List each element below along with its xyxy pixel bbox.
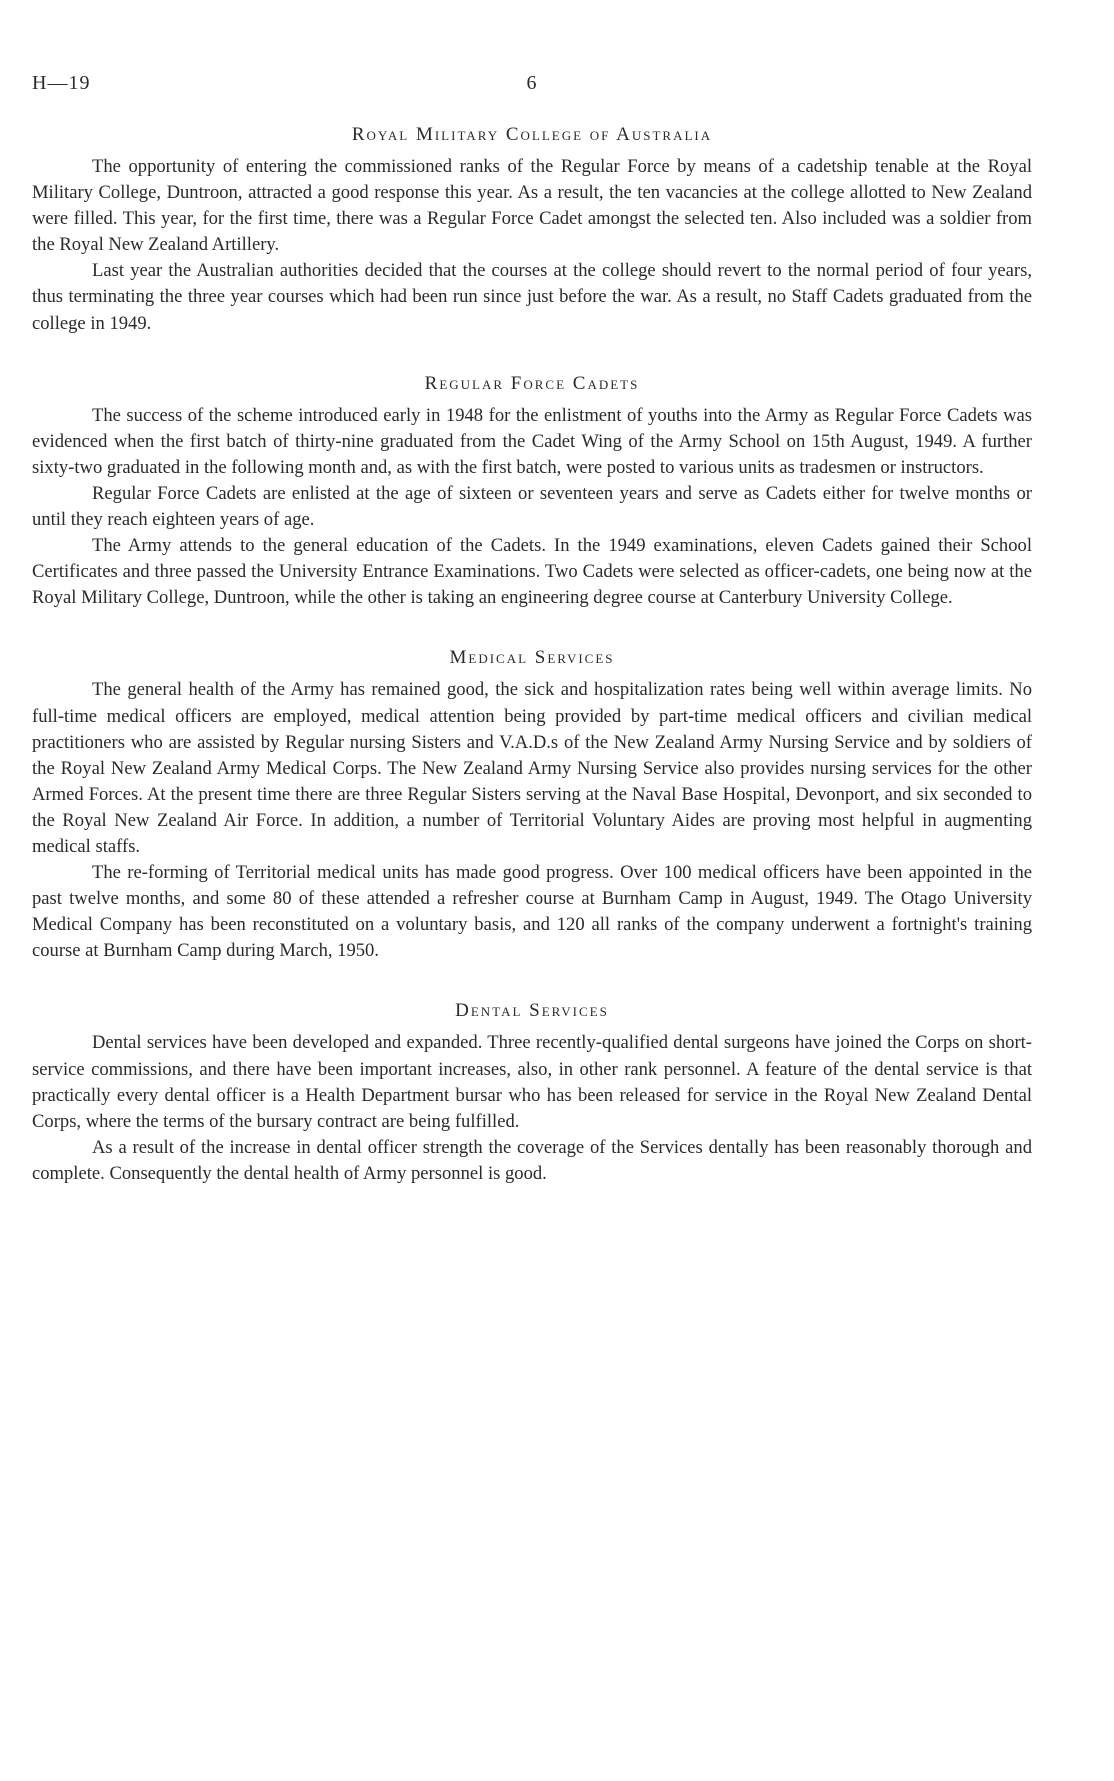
section-regular-force-cadets (32, 373, 1032, 612)
paragraph: The opportunity of entering the commissioned ranks of the Regular Force by means of a cadetship tenable at the Royal Military College, Duntroon, attracted a good response this year. As a result, the ten vacancies at the college allotted to New Zealand were filled. This year, for the first time, there was a Regular Force Cadet amongst the selected ten. Also included was a soldier from the Royal New Zealand Artillery. (32, 156, 1032, 256)
section-heading: Royal Military College of Australia (351, 124, 713, 145)
paragraph: As a result of the increase in dental officer strength the coverage of the Services dentally has been reasonably thorough and complete. Consequently the dental health of Army personnel is good. (32, 1136, 1032, 1184)
section-medical-services (32, 647, 1032, 964)
paragraph: Last year the Australian authorities decided that the courses at the college should revert to the normal period of four years, thus terminating the three year courses which had been run since just before the war. As a result, no Staff Cadets graduated from the college in 1949. (32, 260, 1032, 334)
section-dental-services (32, 1000, 1032, 1187)
paragraph: The Army attends to the general education of the Cadets. In the 1949 examinations, eleven Cadets gained their School Certificates and three passed the University Entrance Examinations. Two Cadets were selected as officer-cadets, one being now at the Royal Military College, Duntroon, while the other is taking an engineering degree course at Canterbury University College. (32, 535, 1032, 609)
paragraph: The re-forming of Territorial medical units has made good progress. Over 100 medical officers have been appointed in the past twelve months, and some 80 of these attended a refresher course at Burnham Camp in August, 1949. The Otago University Medical Company has been reconstituted on a voluntary basis, and 120 all ranks of the company underwent a fortnight's training course at Burnham Camp during March, 1950. (32, 862, 1032, 962)
document-page (32, 72, 1032, 1187)
page-number: 6 (526, 72, 538, 94)
paragraph: The general health of the Army has remained good, the sick and hospitalization rates being well within average limits. No full-time medical officers are employed, medical attention being provided by part-time medical officers and civilian medical practitioners who are assisted by Regular nursing Sisters and V.A.D.s of the New Zealand Army Nursing Service and by soldiers of the Royal New Zealand Army Medical Corps. The New Zealand Army Nursing Service also provides nursing services for the other Armed Forces. At the present time there are three Regular Sisters serving at the Naval Base Hospital, Devonport, and six seconded to the Royal New Zealand Air Force. In addition, a number of Territorial Voluntary Aides are proving most helpful in augmenting medical staffs. (32, 679, 1032, 857)
paragraph: Dental services have been developed and expanded. Three recently-qualified dental surgeons have joined the Corps on short-service commissions, and there have been important increases, also, in other rank personnel. A feature of the dental service is that practically every dental officer is a Health Department bursar who has been released for service in the Royal New Zealand Dental Corps, where the terms of the bursary contract are being fulfilled. (32, 1032, 1032, 1132)
paragraph: Regular Force Cadets are enlisted at the age of sixteen or seventeen years and serve as Cadets either for twelve months or until they reach eighteen years of age. (32, 482, 1032, 531)
section-heading: Medical Services (449, 647, 615, 669)
document-reference: H—19 (32, 72, 91, 94)
paragraph: The success of the scheme introduced early in 1948 for the enlistment of youths into the Army as Regular Force Cadets was evidenced when the first batch of thirty-nine graduated from the Cadet Wing of the Army School on 15th August, 1949. A further sixty-two graduated in the following month and, as with the first batch, were posted to various units as tradesmen or instructors. (32, 404, 1032, 478)
section-heading: Dental Services (455, 1000, 609, 1022)
page-header (32, 72, 1032, 106)
section-royal-military-college (32, 124, 1032, 337)
section-heading: Regular Force Cadets (424, 372, 640, 394)
